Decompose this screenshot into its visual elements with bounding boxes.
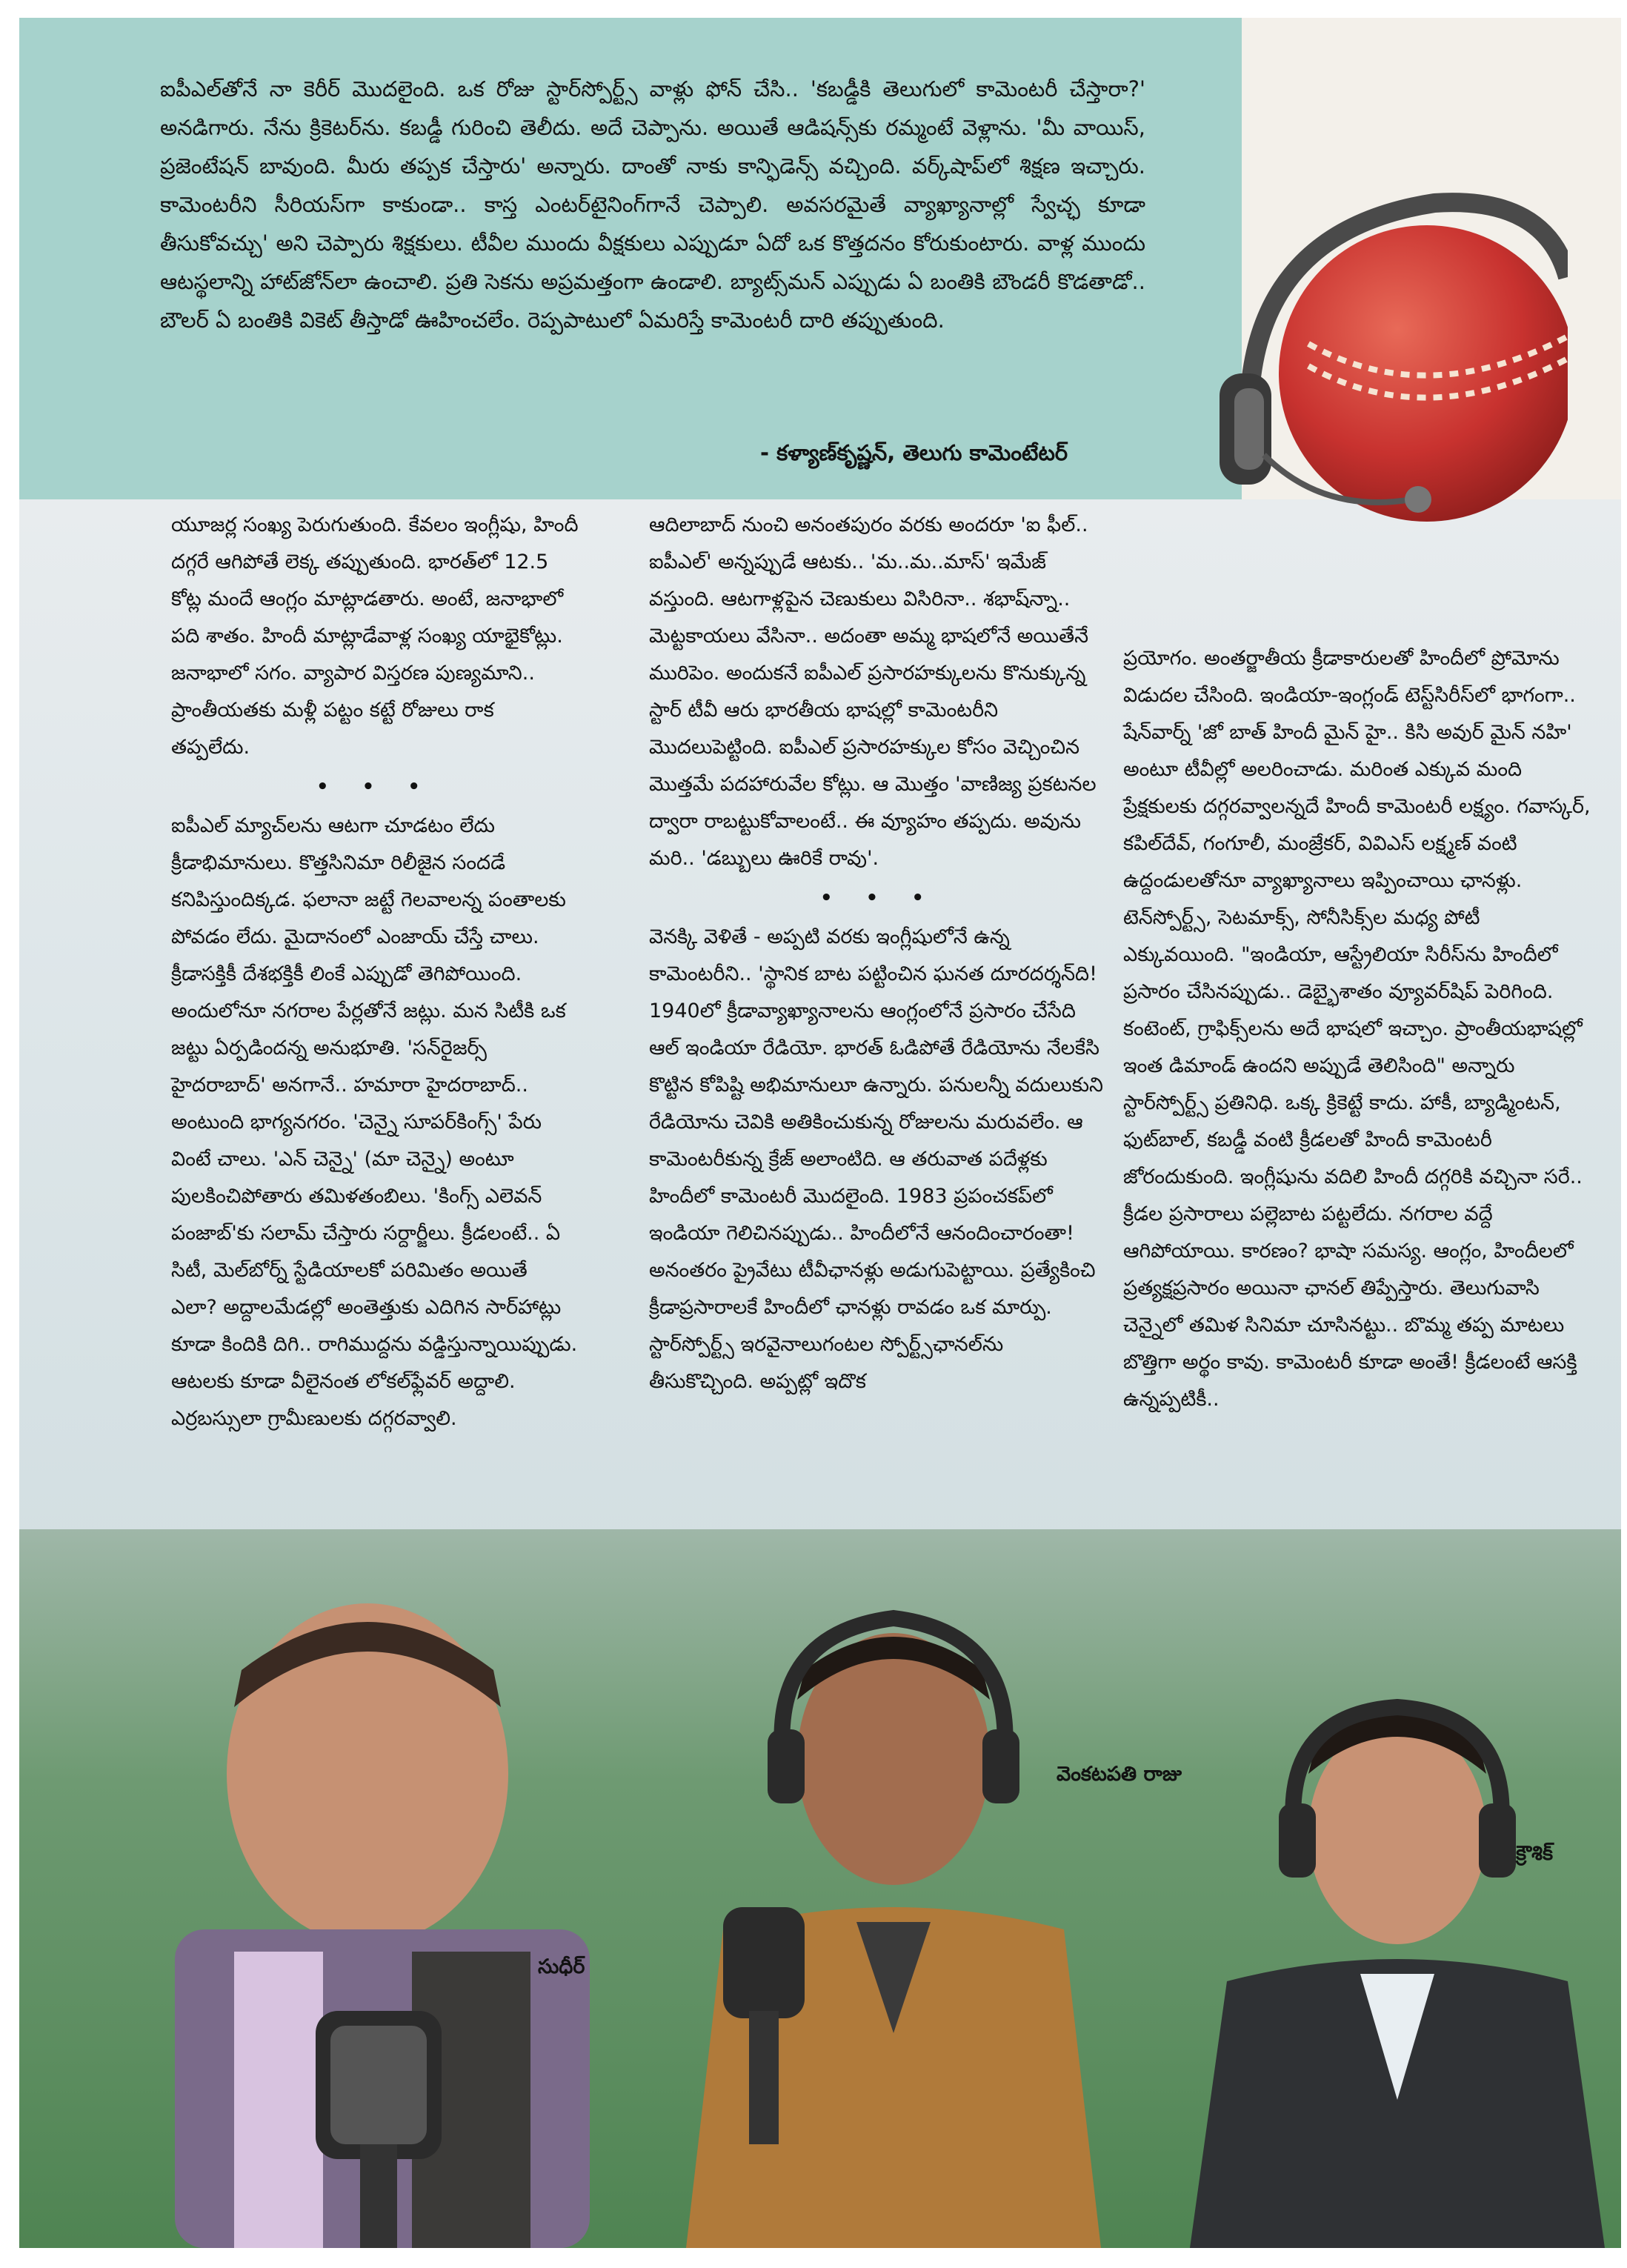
column-paragraph: వెనక్కి వెళితే - అప్పటి వరకు ఇంగ్లీషులోనే ఉన్న కామెంటరీని.. 'స్థానిక బాట పట్టించిన ఘనత దూరదర్శన్‌ది! 1940లో క్రీడావ్యాఖ్యానాలను ఆంగ్లంలోనే ప్రసారం చేసేది ఆల్ ఇండియా రేడియో. భారత్ ఓడిపోతే రేడియోను నేలకేసి కొట్టిన కోపిష్టి అభిమానులూ ఉన్నారు. పనులన్నీ వదులుకుని రేడియోను చెవికి అతికించుకున్న రోజులను మరువలేం. ఆ కామెంటరీకున్న క్రేజ్ అలాంటిది. ఆ తరువాత పదేళ్లకు హిందీలో కామెంటరీ మొదలైంది. 1983 ప్రపంచకప్‌లో ఇండియా గెలిచినప్పుడు.. హిందీలోనే ఆనందించారంతా! అనంతరం ప్రైవేటు టీవీఛానళ్లు అడుగుపెట్టాయి. ప్రత్యేకించి క్రీడాప్రసారాలకే హిందీలో ఛానళ్లు రావడం ఒక మార్పు. స్టార్‌స్పోర్ట్స్ ఇరవైనాలుగంటల స్పోర్ట్స్‌ఛానల్‌ను తీసుకొచ్చింది. అప్పట్లో ఇదొక (649, 925, 1103, 1393)
newspaper-page (19, 18, 1621, 2248)
column-paragraph: ఐపీఎల్ మ్యాచ్‌లను ఆటగా చూడటం లేదు క్రీడాభిమానులు. కొత్తసినిమా రిలీజైన సందడే కనిపిస్తుందిక్కడ. ఫలానా జట్టే గెలవాలన్న పంతాలకు పోవడం లేదు. మైదానంలో ఎంజాయ్ చేస్తే చాలు. క్రీడాసక్తికీ దేశభక్తికీ లింకే ఎప్పుడో తెగిపోయింది. అందులోనూ నగరాల పేర్లతోనే జట్లు. మన సిటీకి ఒక జట్టు ఏర్పడిందన్న అనుభూతి. 'సన్‌రైజర్స్ హైదరాబాద్' అనగానే.. హమారా హైదరాబాద్.. అంటుంది భాగ్యనగరం. 'చెన్నై సూపర్‌కింగ్స్' పేరు వింటే చాలు. 'ఎన్ చెన్నై' (మా చెన్నై) అంటూ పులకించిపోతారు తమిళతంబిలు. 'కింగ్స్ ఎలెవన్ పంజాబ్'కు సలామ్ చేస్తారు సర్దార్జీలు. క్రీడలంటే.. ఏ సిటీ, మెల్‌బోర్న్ స్టేడియాలకో పరిమితం అయితే ఎలా? అద్దాలమేడల్లో అంతెత్తుకు ఎదిగిన సార్‌హాట్లు కూడా కిందికి దిగి.. రాగిముద్దను వడ్డిస్తున్నాయిప్పుడు. ఆటలకు కూడా వీలైనంత లోకల్‌ఫ్లేవర్ అద్దాలి. ఎర్రబస్సులా గ్రామీణులకు దగ్గరవ్వాలి. (171, 814, 578, 1430)
cricket-ball-headphones-illustration (1220, 188, 1568, 536)
article-column-2 (649, 507, 1108, 1400)
caption-right: క్రౌశిక్ (1516, 1842, 1554, 1865)
column-paragraph: ప్రయోగం. అంతర్జాతీయ క్రీడాకారులతో హిందీలో ప్రోమోను విడుదల చేసింది. ఇండియా-ఇంగ్లండ్ టెస్ట్‌సిరీస్‌లో భాగంగా.. షేన్‌వార్న్ 'జో బాత్ హిందీ మైన్ హై.. కిసి అవుర్ మైన్ నహి' అంటూ టీవీల్లో అలరించాడు. మరింత ఎక్కువ మంది ప్రేక్షకులకు దగ్గరవ్వాలన్నదే హిందీ కామెంటరీ లక్ష్యం. గవాస్కర్, కపిల్‌దేవ్, గంగూలీ, మంజ్రేకర్, వివిఎస్ లక్ష్మణ్ వంటి ఉద్దండులతోనూ వ్యాఖ్యానాలు ఇప్పించాయి ఛానళ్లు. టెన్‌స్పోర్ట్స్, సెటమాక్స్, సోనీసిక్స్‌ల మధ్య పోటీ ఎక్కువయింది. "ఇండియా, ఆస్ట్రేలియా సిరీస్‌ను హిందీలో ప్రసారం చేసినప్పుడు.. డెబ్భైశాతం వ్యూవర్‌షిప్ పెరిగింది. కంటెంట్, గ్రాఫిక్స్‌లను అదే భాషలో ఇచ్చాం. ప్రాంతీయభాషల్లో ఇంత డిమాండ్ ఉందని అప్పుడే తెలిసింది" అన్నారు స్టార్‌స్పోర్ట్స్ ప్రతినిధి. ఒక్క క్రికెట్టే కాదు. హాకీ, బ్యాడ్మింటన్, ఫుట్‌బాల్, కబడ్డీ వంటి క్రీడలతో హిందీ కామెంటరీ జోరందుకుంది. ఇంగ్లీషును వదిలి హిందీ దగ్గరికి వచ్చినా సరే.. క్రీడల ప్రసారాలు పల్లెబాట పట్టలేదు. నగరాల వద్దే ఆగిపోయాయి. కారణం? భాషా సమస్య. ఆంగ్లం, హిందీలలో ప్రత్యక్షప్రసారం అయినా ఛానల్ తిప్పేస్తారు. తెలుగువాసి చెన్నైలో తమిళ సినిమా చూసినట్టు.. బొమ్మ తప్ప మాటలు బొత్తిగా అర్థం కావు. కామెంటరీ కూడా అంతే! క్రీడలంటే ఆసక్తి ఉన్నప్పటికీ.. (1123, 647, 1591, 1411)
column-paragraph: ఆదిలాబాద్ నుంచి అనంతపురం వరకు అందరూ 'ఐ ఫీల్.. ఐపీఎల్' అన్నప్పుడే ఆటకు.. 'మ..మ..మాస్' ఇమేజ్ వస్తుంది. ఆటగాళ్లపైన చెణుకులు విసిరినా.. శభాష్‌న్నా.. మెట్టకాయలు వేసినా.. అదంతా అమ్మ భాషలోనే అయితేనే మురిపెం. అందుకనే ఐపీఎల్ ప్రసారహక్కులను కొనుక్కున్న స్టార్ టీవీ ఆరు భారతీయ భాషల్లో కామెంటరీని మొదలుపెట్టింది. ఐపీఎల్ ప్రసారహక్కుల కోసం వెచ్చించిన మొత్తమే పదహారువేల కోట్లు. ఆ మొత్తం 'వాణిజ్య ప్రకటనల ద్వారా రాబట్టుకోవాలంటే.. ఈ వ్యూహం తప్పదు. అవును మరి.. 'డబ్బులు ఊరికే రావు'. (649, 513, 1097, 870)
article-column-3 (1123, 640, 1597, 1418)
caption-left: సుధీర్ (538, 1955, 585, 1978)
section-separator: • • • (316, 776, 433, 798)
quote-byline: - కళ్యాణ్‌కృష్ణన్, తెలుగు కామెంటేటర్ (760, 440, 1068, 465)
commentator-photo-left (145, 1581, 619, 2248)
column-paragraph: యూజర్ల సంఖ్య పెరుగుతుంది. కేవలం ఇంగ్లీషు, హిందీ దగ్గరే ఆగిపోతే లెక్క తప్పుతుంది. భారత్‌లో 12.5 కోట్ల మందే ఆంగ్లం మాట్లాడతారు. అంటే, జనాభాలో పది శాతం. హిందీ మాట్లాడేవాళ్ల సంఖ్య యాభైకోట్లు. జనాభాలో సగం. వ్యాపార విస్తరణ పుణ్యమాని.. ప్రాంతీయతకు మళ్లీ పట్టం కట్టే రోజులు రాక తప్పలేదు. (171, 513, 579, 759)
article-column-1 (171, 507, 579, 1437)
commentator-photo-center (656, 1589, 1131, 2248)
quote-box (19, 18, 1242, 499)
quote-text: ఐపీఎల్‌తోనే నా కెరీర్ మొదలైంది. ఒక రోజు స్టార్‌స్పోర్ట్స్ వాళ్లు ఫోన్ చేసి.. 'కబడ్డీకి తెలుగులో కామెంటరీ చేస్తారా?' అనడిగారు. నేను క్రికెటర్‌ను. కబడ్డీ గురించి తెలీదు. అదే చెప్పాను. అయితే ఆడిషన్స్‌కు రమ్మంటే వెళ్లాను. 'మీ వాయిస్, ప్రజెంటేషన్ బావుంది. మీరు తప్పక చేస్తారు' అన్నారు. దాంతో నాకు కాన్ఫిడెన్స్ వచ్చింది. వర్క్‌షాప్‌లో శిక్షణ ఇచ్చారు. కామెంటరీని సీరియస్‌గా కాకుండా.. కాస్త ఎంటర్‌టైనింగ్‌గానే చెప్పాలి. అవసరమైతే వ్యాఖ్యానాల్లో స్వేచ్ఛ కూడా తీసుకోవచ్చు' అని చెప్పారు శిక్షకులు. టీవీల ముందు వీక్షకులు ఎప్పుడూ ఏదో ఒక కొత్తదనం కోరుకుంటారు. వాళ్ల ముందు ఆటస్థలాన్ని హాట్‌జోన్‌లా ఉంచాలి. ప్రతి సెకను అప్రమత్తంగా ఉండాలి. బ్యాట్స్‌మన్ ఎప్పుడు ఏ బంతికి బౌండరీ కొడతాడో.. బౌలర్ ఏ బంతికి వికెట్ తీస్తాడో ఊహించలేం. రెప్పపాటులో ఏమరిస్తే కామెంటరీ దారి తప్పుతుంది. (160, 76, 1145, 333)
section-separator: • • • (820, 887, 937, 909)
commentator-photo-right (1175, 1685, 1620, 2248)
caption-center: వెంకటపతి రాజు (1057, 1763, 1182, 1786)
